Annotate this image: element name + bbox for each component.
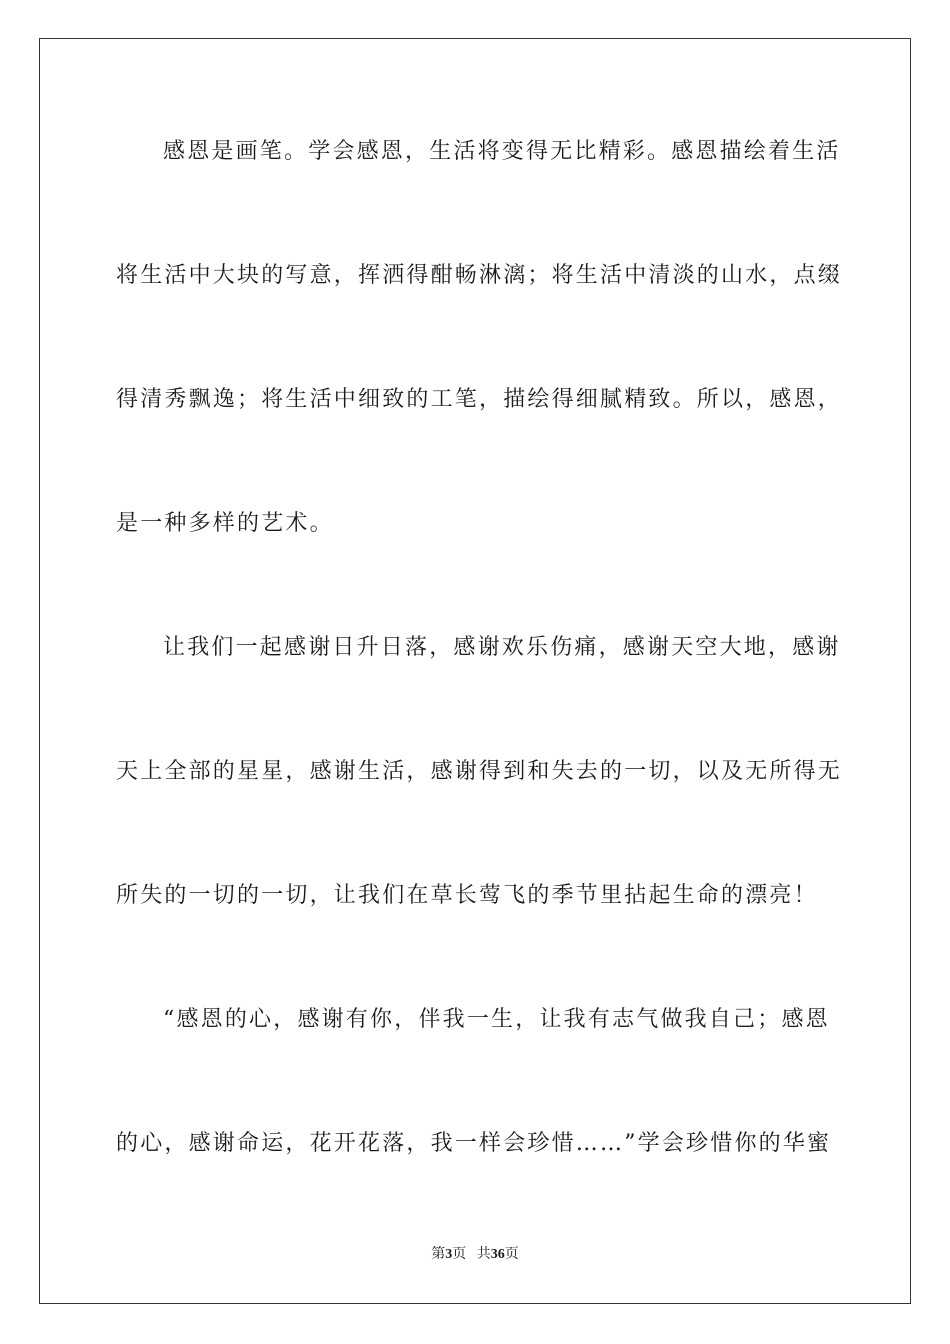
paragraph-2-line-1: 让我们一起感谢日升日落，感谢欢乐伤痛，感谢天空大地，感谢 — [163, 635, 841, 660]
paragraph-2-line-2: 天上全部的星星，感谢生活，感谢得到和失去的一切，以及无所得无 — [116, 759, 843, 784]
total-pages: 36 — [490, 1247, 505, 1262]
paragraph-3-line-2: 的心，感谢命运，花开花落，我一样会珍惜……”学会珍惜你的华蜜 — [116, 1131, 832, 1156]
page-prefix: 第 — [431, 1247, 446, 1262]
page-number: 3 — [445, 1247, 453, 1262]
paragraph-1-line-4: 是一种多样的艺术。 — [116, 511, 334, 536]
paragraph-3-line-1: “感恩的心，感谢有你，伴我一生，让我有志气做我自己；感恩 — [163, 1007, 830, 1032]
paragraph-1-line-1: 感恩是画笔。学会感恩，生活将变得无比精彩。感恩描绘着生活 — [163, 139, 841, 164]
total-prefix: 共 — [476, 1247, 491, 1262]
paragraph-1-line-3: 得清秀飘逸；将生活中细致的工笔，描绘得细腻精致。所以，感恩， — [116, 387, 843, 412]
page-suffix: 页 — [452, 1247, 467, 1262]
total-suffix: 页 — [504, 1247, 519, 1262]
paragraph-1-line-2: 将生活中大块的写意，挥洒得酣畅淋漓；将生活中清淡的山水，点缀 — [116, 263, 843, 288]
page-border — [39, 38, 911, 1304]
paragraph-2-line-3: 所失的一切的一切，让我们在草长莺飞的季节里拈起生命的漂亮！ — [116, 883, 818, 908]
page-footer — [0, 1246, 950, 1264]
